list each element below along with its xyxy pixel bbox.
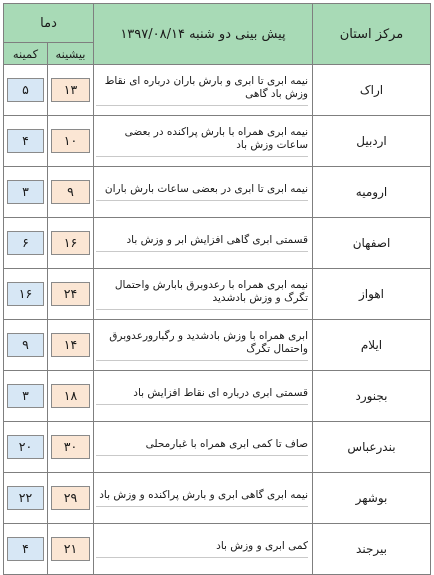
max-temp-value: ۱۸ [51, 384, 90, 408]
max-temp-value: ۲۴ [51, 282, 90, 306]
max-temp-value: ۱۳ [51, 78, 90, 102]
max-temp-value: ۹ [51, 180, 90, 204]
forecast-cell [94, 320, 313, 371]
forecast-cell [94, 269, 313, 320]
forecast-text: ابری همراه با وزش بادشدید و رگبارورعدوبرق واحتمال تگرگ [96, 330, 308, 361]
min-temp-value: ۹ [7, 333, 44, 357]
forecast-text: نیمه ابری همراه با بارش پراکنده در بعضی ساعات وزش باد [96, 126, 308, 157]
max-temp-cell [48, 269, 94, 320]
table-row [4, 116, 431, 167]
min-temp-value: ۳ [7, 384, 44, 408]
table-row [4, 320, 431, 371]
max-temp-cell [48, 65, 94, 116]
forecast-text: نیمه ابری تا ابری و بارش باران درباره ای نقاط وزش باد گاهی [96, 75, 308, 106]
max-column-header: بیشینه [48, 43, 94, 65]
forecast-text: صاف تا کمی ابری همراه با غبارمحلی [96, 438, 308, 456]
max-temp-cell [48, 116, 94, 167]
forecast-cell [94, 524, 313, 575]
table-row [4, 269, 431, 320]
min-temp-cell [4, 320, 48, 371]
min-temp-cell [4, 167, 48, 218]
header-row [4, 4, 431, 43]
min-temp-value: ۲۰ [7, 435, 44, 459]
max-temp-cell [48, 218, 94, 269]
min-temp-cell [4, 218, 48, 269]
min-temp-cell [4, 65, 48, 116]
max-temp-value: ۱۰ [51, 129, 90, 153]
city-name: ارومیه [313, 167, 431, 218]
forecast-cell [94, 422, 313, 473]
table-row [4, 371, 431, 422]
city-name: اصفهان [313, 218, 431, 269]
forecast-table [3, 3, 431, 575]
city-name: بیرجند [313, 524, 431, 575]
table-row [4, 524, 431, 575]
table-row [4, 473, 431, 524]
max-temp-value: ۲۹ [51, 486, 90, 510]
table-row [4, 167, 431, 218]
city-name: اردبیل [313, 116, 431, 167]
max-temp-cell [48, 524, 94, 575]
min-temp-value: ۱۶ [7, 282, 44, 306]
city-name: اراک [313, 65, 431, 116]
forecast-cell [94, 116, 313, 167]
max-temp-value: ۱۴ [51, 333, 90, 357]
table-row [4, 65, 431, 116]
forecast-cell [94, 65, 313, 116]
min-temp-cell [4, 422, 48, 473]
min-temp-value: ۴ [7, 129, 44, 153]
forecast-text: نیمه ابری تا ابری در بعضی ساعات بارش باران [96, 183, 308, 201]
min-temp-value: ۶ [7, 231, 44, 255]
city-name: بوشهر [313, 473, 431, 524]
city-name: بجنورد [313, 371, 431, 422]
table-row [4, 218, 431, 269]
temperature-column-header: دما [4, 4, 94, 43]
city-name: اهواز [313, 269, 431, 320]
table-row [4, 422, 431, 473]
max-temp-value: ۲۱ [51, 537, 90, 561]
forecast-text: قسمتی ابری درباره ای نقاط افزایش باد [96, 387, 308, 405]
min-temp-value: ۳ [7, 180, 44, 204]
city-column-header: مرکز استان [313, 4, 431, 65]
forecast-column-header: پیش بینی دو شنبه ۱۳۹۷/۰۸/۱۴ [94, 4, 313, 65]
min-temp-cell [4, 116, 48, 167]
max-temp-value: ۳۰ [51, 435, 90, 459]
min-temp-value: ۵ [7, 78, 44, 102]
forecast-cell [94, 218, 313, 269]
forecast-cell [94, 167, 313, 218]
min-temp-value: ۲۲ [7, 486, 44, 510]
forecast-cell [94, 473, 313, 524]
min-temp-cell [4, 524, 48, 575]
min-temp-value: ۴ [7, 537, 44, 561]
max-temp-cell [48, 320, 94, 371]
forecast-text: نیمه ابری گاهی ابری و بارش پراکنده و وزش باد [96, 489, 308, 507]
max-temp-cell [48, 422, 94, 473]
forecast-cell [94, 371, 313, 422]
min-temp-cell [4, 473, 48, 524]
min-temp-cell [4, 269, 48, 320]
max-temp-value: ۱۶ [51, 231, 90, 255]
max-temp-cell [48, 473, 94, 524]
max-temp-cell [48, 371, 94, 422]
min-column-header: کمینه [4, 43, 48, 65]
forecast-text: قسمتی ابری گاهی افزایش ابر و وزش باد [96, 234, 308, 252]
min-temp-cell [4, 371, 48, 422]
city-name: بندرعباس [313, 422, 431, 473]
city-name: ایلام [313, 320, 431, 371]
forecast-text: نیمه ابری همراه با رعدوبرق بابارش واحتمال تگرگ و وزش بادشدید [96, 279, 308, 310]
max-temp-cell [48, 167, 94, 218]
forecast-text: کمی ابری و وزش باد [96, 540, 308, 558]
